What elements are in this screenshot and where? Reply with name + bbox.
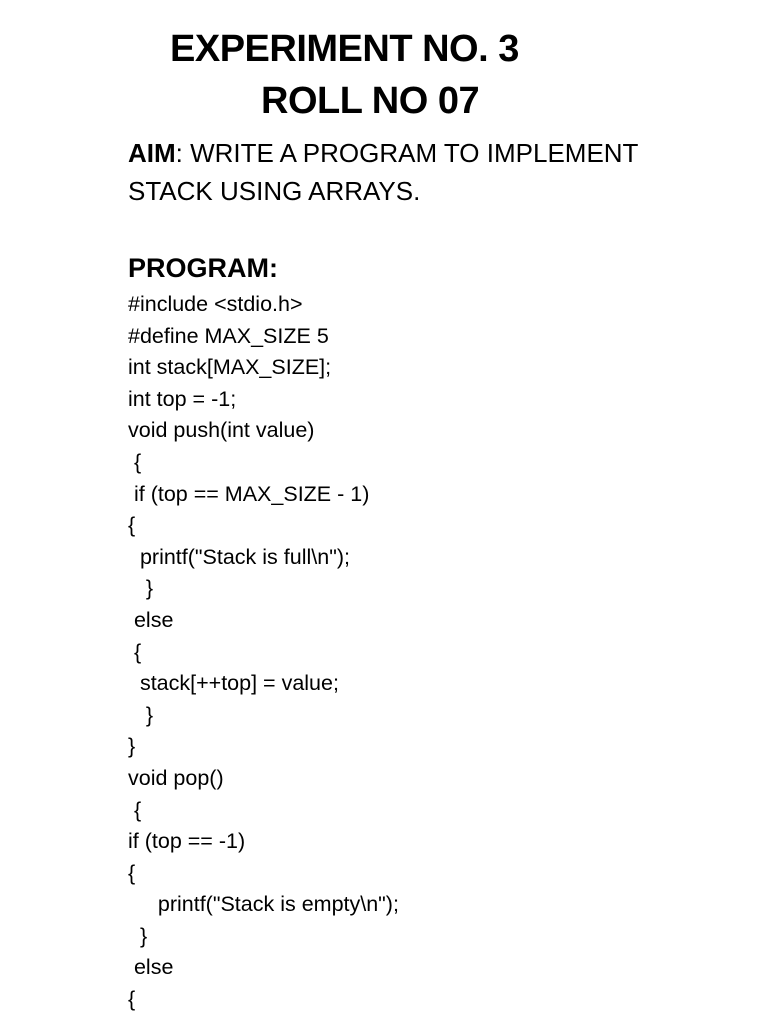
code-line: { [128,449,142,474]
code-line: printf("Stack is empty\n"); [128,892,399,917]
code-line: void pop() [128,765,224,790]
code-line: { [128,797,142,822]
experiment-title: EXPERIMENT NO. 3 [170,28,519,70]
aim-text: : WRITE A PROGRAM TO IMPLEMENT STACK USING ARRAYS. [128,138,638,206]
code-line: else [128,607,174,632]
code-line: stack[++top] = value; [128,671,339,696]
code-line: if (top == MAX_SIZE - 1) [128,481,370,506]
code-line: if (top == -1) [128,829,246,854]
code-line: int top = -1; [128,386,237,411]
code-line: #define MAX_SIZE 5 [128,323,329,348]
code-line: { [128,639,142,664]
code-line: #include <stdio.h> [128,292,303,316]
code-line: else [128,955,174,980]
code-line: { [128,860,136,885]
roll-number-title: ROLL NO 07 [261,80,480,122]
code-line: } [128,576,154,601]
code-line: } [128,702,154,727]
code-line: printf("Stack is full\n"); [128,544,350,569]
code-line: } [128,923,148,948]
code-line: void push(int value) [128,418,315,443]
code-line: } [128,734,136,759]
code-line: { [128,513,136,538]
code-line: { [128,987,136,1012]
aim-paragraph [128,134,728,210]
aim-label: AIM [128,138,176,168]
code-line: int stack[MAX_SIZE]; [128,355,332,380]
program-heading: PROGRAM: [128,253,278,283]
code-listing [128,289,399,1016]
